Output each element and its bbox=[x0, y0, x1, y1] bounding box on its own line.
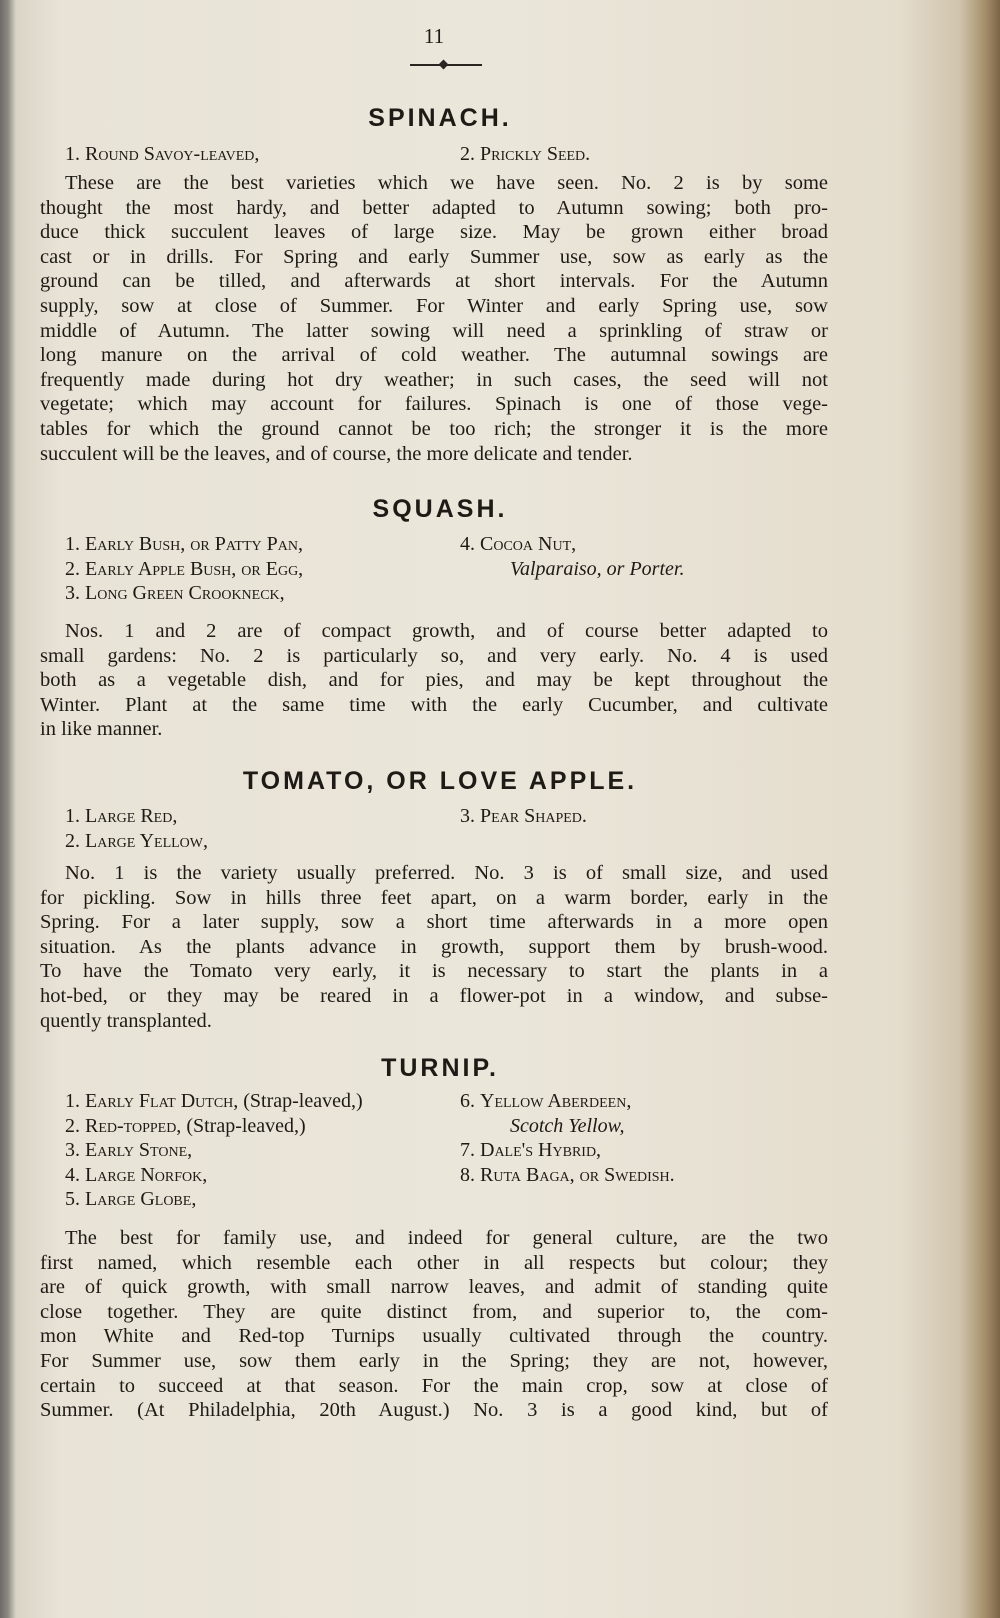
paragraph-line: both as a vegetable dish, and for pies, and may be kept throughout the bbox=[40, 669, 828, 692]
variety-name: Pear Shaped. bbox=[480, 805, 587, 827]
paragraph-line: To have the Tomato very early, it is necessary to start the plants in a bbox=[40, 960, 828, 983]
variety-number: 2. bbox=[65, 557, 80, 580]
variety-item bbox=[510, 557, 684, 581]
variety-name: Large Yellow, bbox=[85, 829, 209, 852]
variety-name: Early Bush, or Patty Pan, bbox=[85, 533, 303, 555]
variety-name: Large Globe, bbox=[85, 1188, 197, 1211]
variety-item bbox=[65, 557, 303, 581]
variety-note: (Strap-leaved,) bbox=[238, 1090, 363, 1112]
variety-number: 3. bbox=[65, 1139, 80, 1162]
variety-number: 4. bbox=[65, 1163, 80, 1186]
paragraph-line: long manure on the arrival of cold weather. The autumnal sowings are bbox=[40, 344, 828, 367]
variety-number: 5. bbox=[65, 1188, 80, 1211]
variety-item bbox=[460, 1089, 631, 1113]
variety-item bbox=[65, 581, 285, 605]
paragraph-line: in like manner. bbox=[40, 718, 163, 741]
paragraph-line: mon White and Red-top Turnips usually cultivated through the country. bbox=[40, 1325, 828, 1348]
variety-item bbox=[460, 532, 576, 556]
section-heading: SPINACH. bbox=[368, 104, 512, 132]
paragraph-line: are of quick growth, with small narrow leaves, and admit of standing quite bbox=[40, 1276, 828, 1299]
paragraph-line: supply, sow at close of Summer. For Winter and early Spring use, sow bbox=[40, 295, 828, 317]
paragraph-line: middle of Autumn. The latter sowing will need a sprinkling of straw or bbox=[40, 319, 828, 342]
variety-name: Cocoa Nut, bbox=[480, 533, 577, 555]
variety-item bbox=[65, 1187, 196, 1211]
variety-name: Red-topped, bbox=[85, 1114, 182, 1137]
paragraph-line: Spring. For a later supply, sow a short time afterwards in a more open bbox=[40, 911, 828, 934]
paragraph-line: Summer. (At Philadelphia, 20th August.) No. 3 is a good kind, but of bbox=[40, 1399, 828, 1422]
variety-number: 1. bbox=[65, 1090, 80, 1112]
variety-item bbox=[65, 1089, 363, 1113]
paragraph-line: small gardens: No. 2 is particularly so, and very early. No. 4 is used bbox=[40, 644, 828, 667]
paragraph-line: No. 1 is the variety usually preferred. No. 3 is of small size, and used bbox=[65, 862, 828, 884]
paragraph-line: hot-bed, or they may be reared in a flower-pot in a window, and subse- bbox=[40, 985, 828, 1007]
paragraph-line: Nos. 1 and 2 are of compact growth, and of course better adapted to bbox=[65, 620, 828, 642]
variety-item bbox=[460, 1138, 601, 1162]
variety-alias: Scotch Yellow, bbox=[510, 1114, 625, 1137]
variety-name: Early Stone, bbox=[85, 1139, 193, 1162]
variety-number: 8. bbox=[460, 1163, 475, 1186]
variety-number: 2. bbox=[65, 1114, 80, 1137]
variety-name: Dale's Hybrid, bbox=[480, 1139, 602, 1162]
variety-number: 2. bbox=[460, 143, 475, 165]
variety-name: Early Apple Bush, or Egg, bbox=[85, 557, 304, 580]
variety-item bbox=[65, 829, 208, 853]
variety-name: Long Green Crookneck, bbox=[85, 582, 285, 605]
variety-item bbox=[65, 142, 259, 166]
paragraph-line: cast or in drills. For Spring and early Summer use, sow as early as the bbox=[40, 245, 828, 268]
paragraph-line: ground can be tilled, and afterwards at short intervals. For the Autumn bbox=[40, 270, 828, 293]
variety-item bbox=[65, 1138, 192, 1162]
page-number: 11 bbox=[423, 24, 445, 48]
paragraph-line: frequently made during hot dry weather; in such cases, the seed will not bbox=[40, 368, 828, 391]
paragraph-line: for pickling. Sow in hills three feet apart, on a warm border, early in the bbox=[40, 886, 828, 909]
variety-item bbox=[65, 804, 177, 828]
paragraph-line: Winter. Plant at the same time with the early Cucumber, and cultivate bbox=[40, 693, 828, 716]
variety-number: 6. bbox=[460, 1090, 475, 1112]
variety-number: 2. bbox=[65, 829, 80, 852]
variety-name: Early Flat Dutch, bbox=[85, 1090, 239, 1112]
paragraph-line: tables for which the ground cannot be too rich; the stronger it is the more bbox=[40, 418, 828, 440]
paragraph-line: first named, which resemble each other in all respects but colour; they bbox=[40, 1251, 828, 1274]
variety-number: 4. bbox=[460, 533, 475, 555]
variety-name: Round Savoy-leaved, bbox=[85, 143, 260, 165]
variety-item bbox=[460, 804, 587, 828]
variety-item bbox=[460, 1163, 675, 1187]
paragraph-line: thought the most hardy, and better adapted to Autumn sowing; both pro- bbox=[40, 196, 828, 219]
variety-name: Prickly Seed. bbox=[480, 143, 591, 165]
section-heading: SQUASH. bbox=[372, 495, 508, 523]
variety-name: Yellow Aberdeen, bbox=[480, 1090, 632, 1112]
variety-name: Large Norfok, bbox=[85, 1163, 208, 1186]
variety-number: 3. bbox=[65, 582, 80, 605]
ornamental-rule-diamond bbox=[439, 60, 449, 70]
variety-item bbox=[65, 532, 303, 556]
variety-number: 3. bbox=[460, 805, 475, 827]
variety-name: Ruta Baga, or Swedish. bbox=[480, 1163, 675, 1186]
variety-item bbox=[65, 1114, 306, 1138]
paragraph-line: succulent will be the leaves, and of course, the more delicate and tender. bbox=[40, 442, 633, 465]
paragraph-line: quently transplanted. bbox=[40, 1009, 212, 1032]
variety-item bbox=[65, 1163, 207, 1187]
variety-note: (Strap-leaved,) bbox=[181, 1114, 306, 1137]
variety-number: 1. bbox=[65, 143, 80, 165]
paragraph-line: close together. They are quite distinct from, and superior to, the com- bbox=[40, 1300, 828, 1323]
variety-number: 7. bbox=[460, 1139, 475, 1162]
paragraph-line: The best for family use, and indeed for general culture, are the two bbox=[65, 1227, 828, 1249]
paragraph-line: vegetate; which may account for failures. Spinach is one of those vege- bbox=[40, 393, 828, 416]
paragraph-line: For Summer use, sow them early in the Spring; they are not, however, bbox=[40, 1350, 828, 1372]
paragraph-line: certain to succeed at that season. For the main crop, sow at close of bbox=[40, 1374, 828, 1397]
paragraph-line: These are the best varieties which we have seen. No. 2 is by some bbox=[65, 172, 828, 194]
variety-item bbox=[510, 1114, 624, 1138]
paragraph-line: duce thick succulent leaves of large size. May be grown either broad bbox=[40, 221, 828, 244]
variety-number: 1. bbox=[65, 805, 80, 827]
variety-name: Large Red, bbox=[85, 805, 178, 827]
section-heading: TOMATO, OR LOVE APPLE. bbox=[242, 767, 638, 795]
section-heading: TURNIP. bbox=[381, 1054, 499, 1082]
paragraph-line: situation. As the plants advance in growth, support them by brush-wood. bbox=[40, 935, 828, 958]
variety-number: 1. bbox=[65, 533, 80, 555]
variety-alias: Valparaiso, or Porter. bbox=[510, 557, 685, 580]
variety-item bbox=[460, 142, 590, 166]
